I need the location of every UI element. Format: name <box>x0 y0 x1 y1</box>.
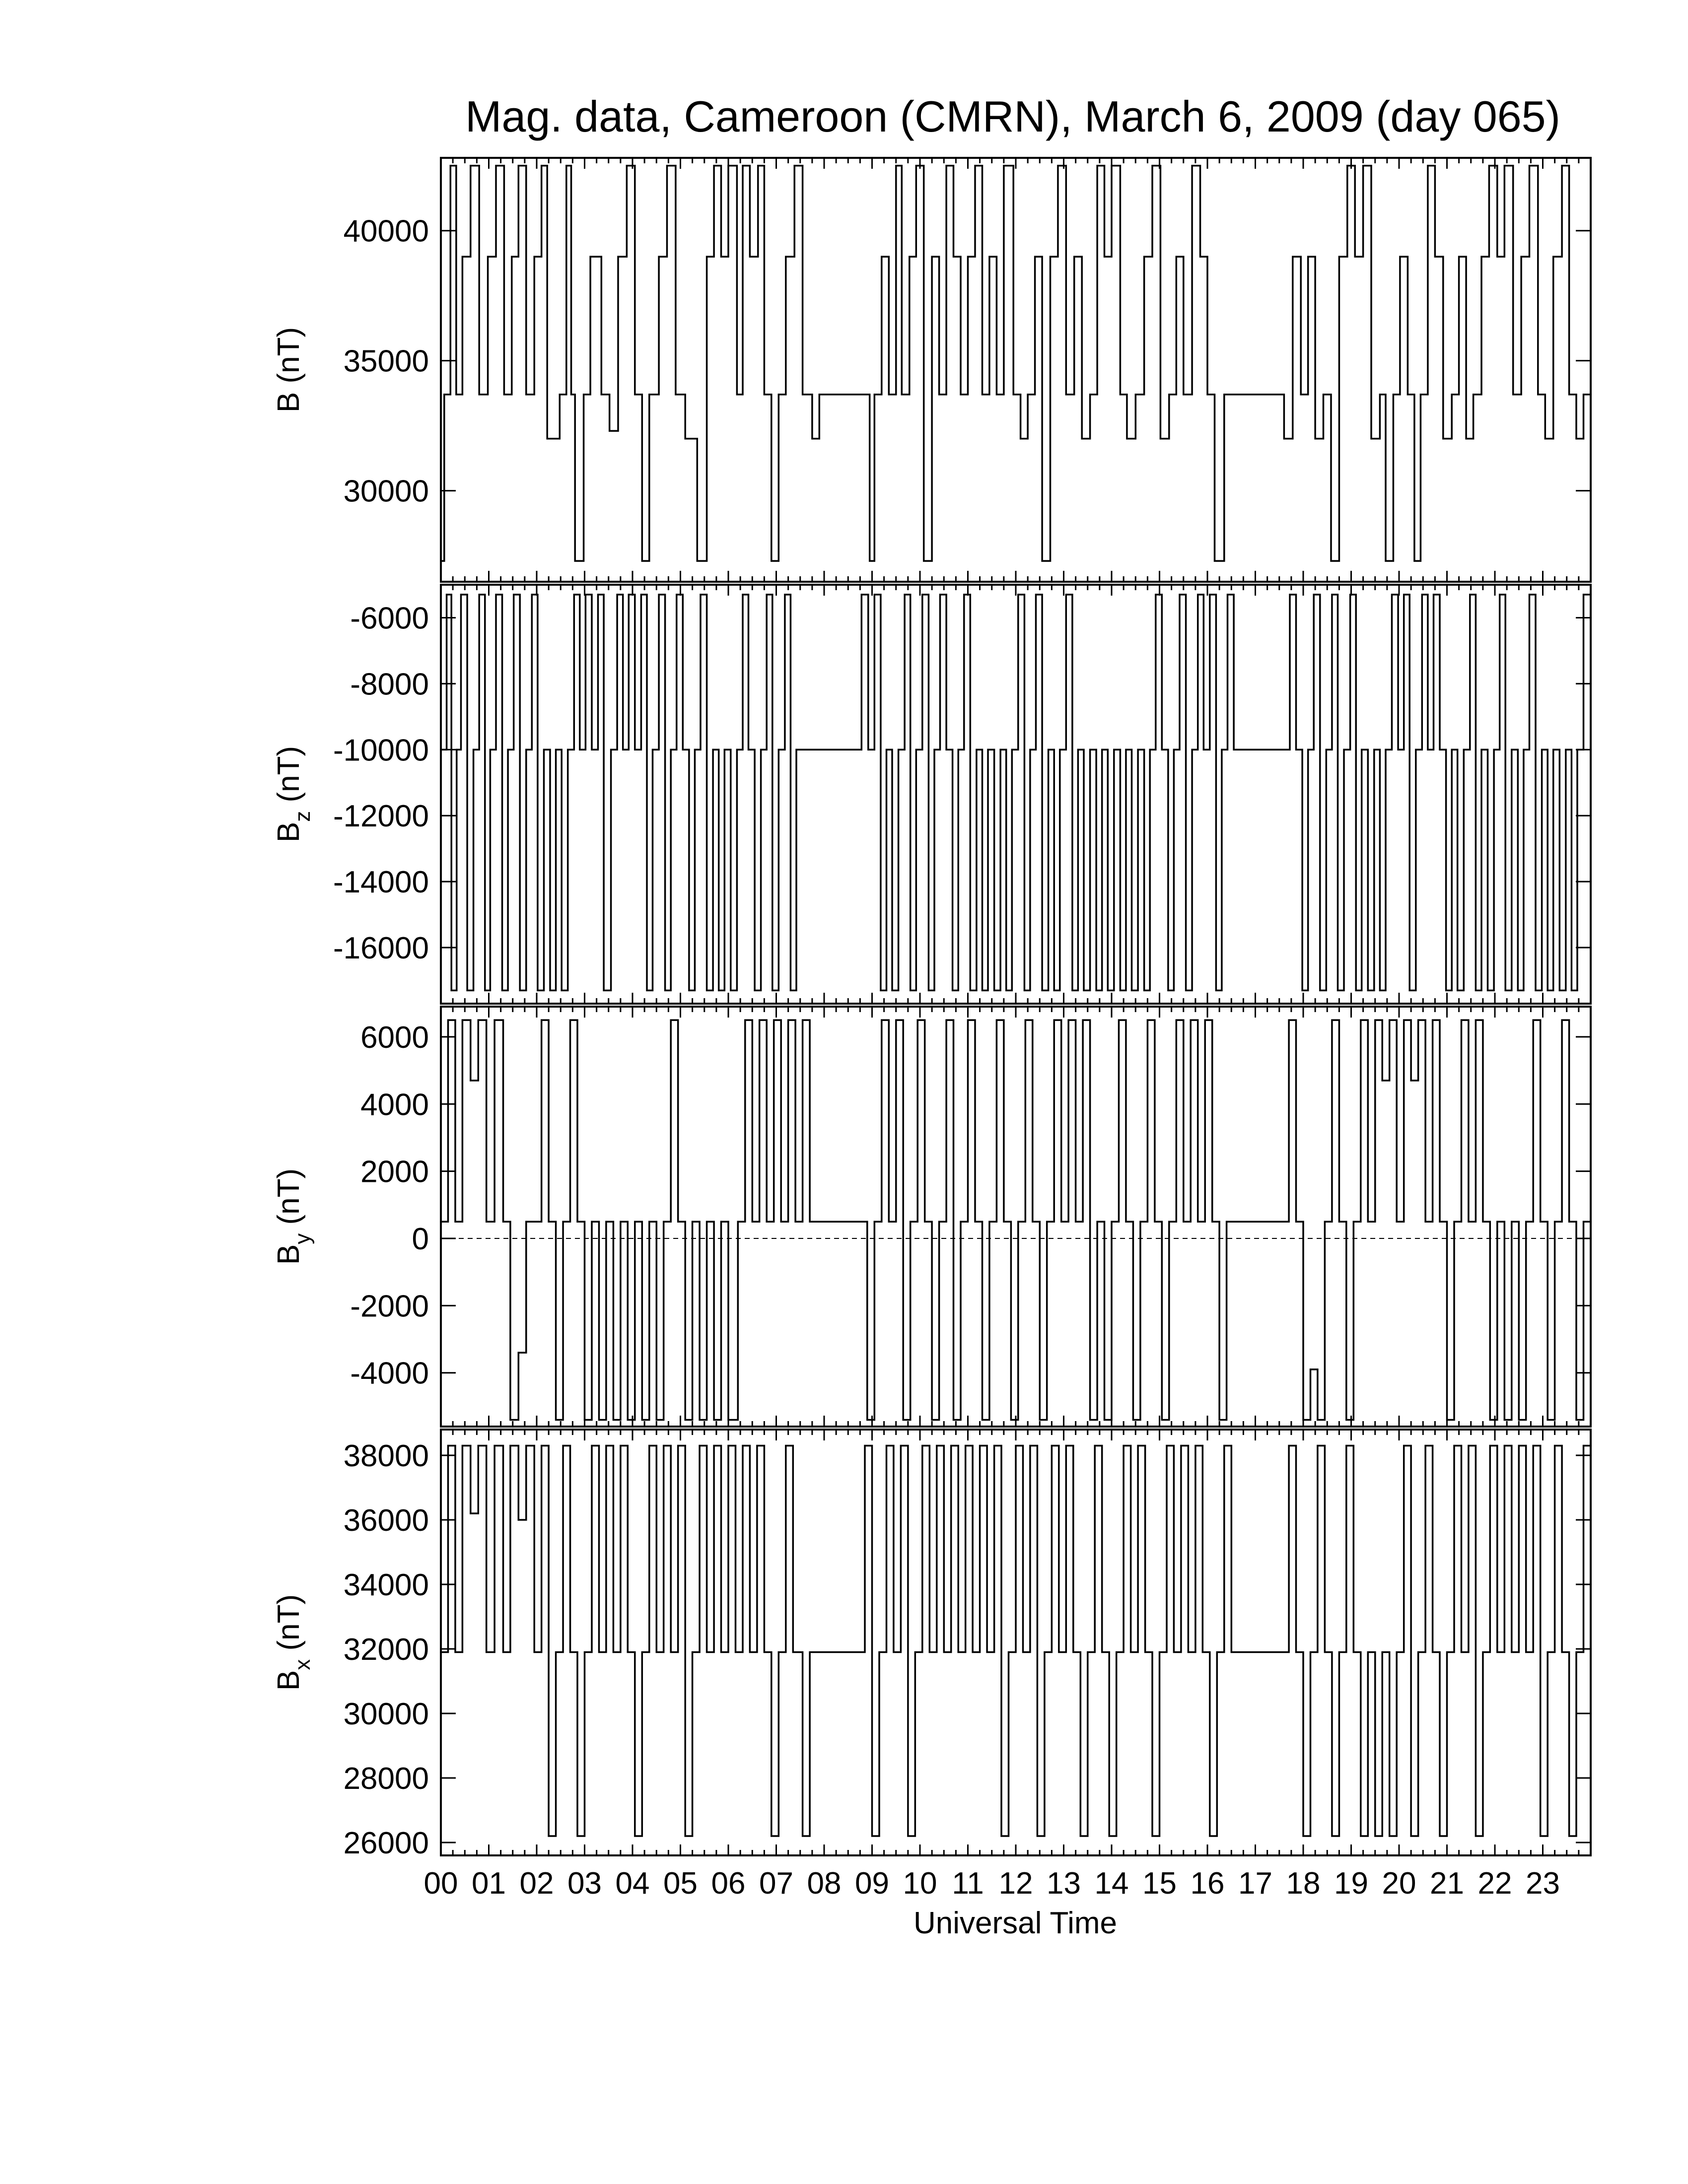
y-axis-label <box>272 1594 315 1691</box>
x-tick-label: 06 <box>711 1866 746 1901</box>
x-tick-label: 04 <box>615 1866 650 1901</box>
y-axis-label-main: B <box>272 392 306 413</box>
y-axis-label-main: B <box>272 821 306 843</box>
x-tick-label: 05 <box>663 1866 698 1901</box>
chart-title: Mag. data, Cameroon (CMRN), March 6, 2009 (day 065) <box>465 92 1560 141</box>
x-tick-label: 20 <box>1382 1866 1416 1901</box>
y-tick-label: 28000 <box>343 1762 429 1796</box>
y-tick-label: 40000 <box>343 214 429 249</box>
x-tick-label: 08 <box>807 1866 842 1901</box>
y-tick-label: 34000 <box>343 1568 429 1602</box>
y-tick-label: -10000 <box>333 733 429 768</box>
panel-by <box>272 1007 1591 1427</box>
y-tick-label: -6000 <box>350 601 429 636</box>
series-by-trace <box>441 1020 1590 1420</box>
x-tick-label: 10 <box>903 1866 937 1901</box>
x-tick-label: 22 <box>1477 1866 1512 1901</box>
y-axis-label <box>272 746 315 842</box>
y-tick-label: 30000 <box>343 1697 429 1731</box>
x-tick-label: 09 <box>855 1866 889 1901</box>
y-tick-label: 0 <box>412 1222 429 1256</box>
x-tick-label: 13 <box>1047 1866 1081 1901</box>
y-tick-label: 30000 <box>343 474 429 509</box>
y-axis-label <box>272 1168 315 1265</box>
x-tick-label: 03 <box>567 1866 602 1901</box>
y-axis-label-unit: (nT) <box>272 327 306 392</box>
y-axis-label-subscript: z <box>290 811 315 822</box>
series-b-trace <box>441 166 1590 561</box>
y-axis-label-unit: (nT) <box>272 746 306 811</box>
y-tick-label: 4000 <box>360 1088 429 1122</box>
x-tick-label: 15 <box>1142 1866 1177 1901</box>
x-axis-label: Universal Time <box>914 1906 1117 1940</box>
x-tick-label: 21 <box>1430 1866 1464 1901</box>
time-axis <box>424 1866 1560 1901</box>
y-axis-label-main: B <box>272 1244 306 1265</box>
x-tick-label: 02 <box>519 1866 554 1901</box>
x-tick-label: 12 <box>998 1866 1033 1901</box>
panel-frame <box>441 585 1591 1004</box>
y-axis-label-subscript: x <box>290 1659 315 1670</box>
x-tick-label: 17 <box>1238 1866 1272 1901</box>
y-axis-label-subscript: y <box>290 1233 315 1244</box>
y-tick-label: -8000 <box>350 667 429 702</box>
y-tick-label: 2000 <box>360 1155 429 1189</box>
y-axis-label-main: B <box>272 1670 306 1691</box>
y-tick-label: 26000 <box>343 1826 429 1860</box>
x-tick-label: 18 <box>1286 1866 1321 1901</box>
y-tick-label: 32000 <box>343 1633 429 1667</box>
y-axis-label-unit: (nT) <box>272 1594 306 1659</box>
series-bz-trace <box>441 595 1590 991</box>
panel-bz <box>272 585 1591 1004</box>
y-axis-label <box>272 327 306 412</box>
panel-bx <box>272 1430 1591 1860</box>
series-bx-trace <box>441 1446 1590 1837</box>
y-tick-label: -16000 <box>333 931 429 966</box>
y-tick-label: -14000 <box>333 865 429 900</box>
y-tick-label: 6000 <box>360 1020 429 1055</box>
panel-frame <box>441 158 1591 582</box>
x-tick-label: 19 <box>1334 1866 1368 1901</box>
y-tick-label: -12000 <box>333 799 429 834</box>
panels-layer <box>272 158 1591 1860</box>
y-axis-label-unit: (nT) <box>272 1168 306 1233</box>
y-tick-label: 36000 <box>343 1503 429 1538</box>
y-tick-label: -2000 <box>350 1289 429 1324</box>
x-tick-label: 14 <box>1094 1866 1129 1901</box>
x-tick-label: 07 <box>759 1866 793 1901</box>
x-tick-label: 00 <box>423 1866 458 1901</box>
x-tick-label: 01 <box>472 1866 506 1901</box>
y-tick-label: -4000 <box>350 1356 429 1391</box>
x-tick-label: 16 <box>1190 1866 1225 1901</box>
x-tick-label: 11 <box>952 1866 984 1901</box>
x-tick-label: 23 <box>1526 1866 1560 1901</box>
y-tick-label: 35000 <box>343 344 429 379</box>
panel-b <box>272 158 1591 582</box>
y-tick-label: 38000 <box>343 1439 429 1473</box>
